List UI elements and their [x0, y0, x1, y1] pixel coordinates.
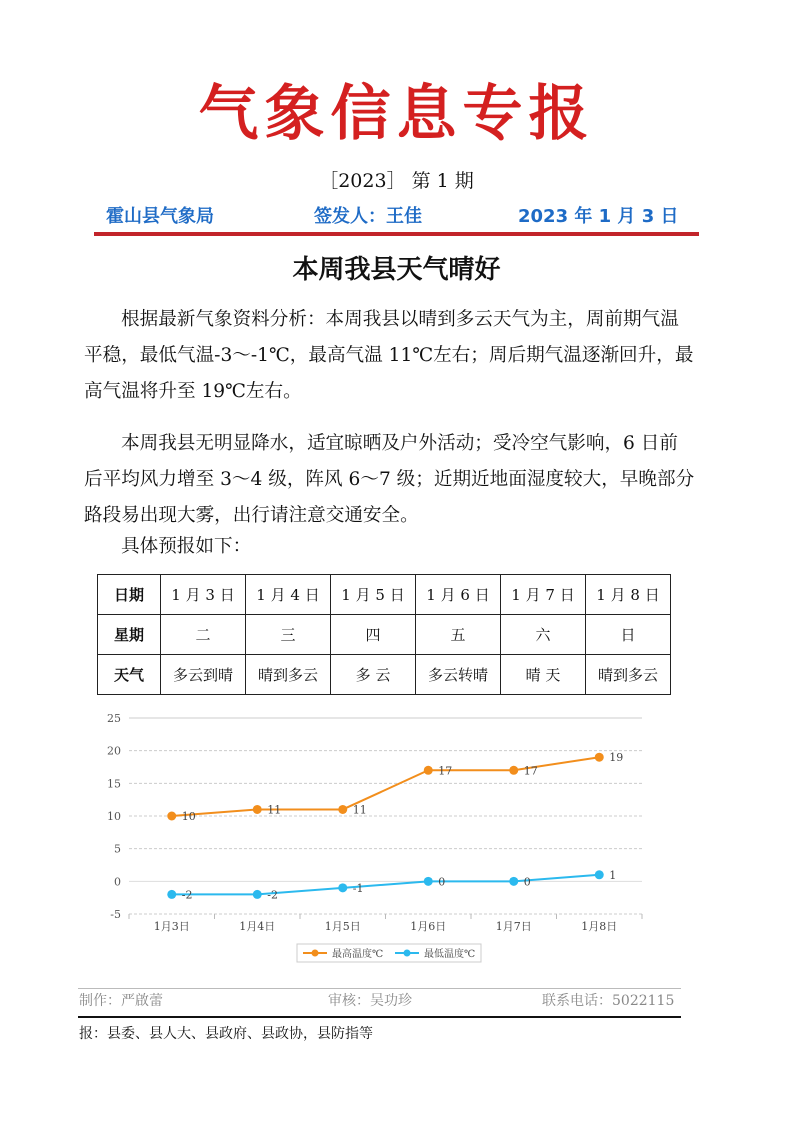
data-point [424, 766, 433, 775]
issuer: 霍山县气象局 [106, 206, 214, 227]
date-cell: 1 月 3 日 [161, 575, 246, 615]
y-tick-label: 25 [107, 712, 121, 725]
weather-cell: 晴 天 [501, 655, 586, 695]
data-label: 11 [352, 803, 367, 817]
temperature-line-chart [97, 708, 657, 968]
legend-label: 最低温度℃ [424, 949, 476, 960]
data-label: -2 [267, 888, 278, 902]
weather-cell: 晴到多云 [586, 655, 671, 695]
y-tick-label: 20 [107, 744, 121, 758]
table-row [98, 575, 671, 615]
data-label: 11 [267, 803, 282, 817]
legend-label: 最高温度℃ [332, 949, 384, 960]
reviewer-credit: 审核：吴功珍 [328, 993, 412, 1009]
data-point [595, 870, 604, 879]
issue-date: 2023 年 1 月 3 日 [518, 206, 679, 227]
weekday-cell: 二 [161, 615, 246, 655]
date-cell: 1 月 5 日 [331, 575, 416, 615]
weather-cell: 多 云 [331, 655, 416, 695]
paragraph: 具体预报如下： [121, 536, 252, 557]
data-point [167, 812, 176, 821]
date-cell: 1 月 8 日 [586, 575, 671, 615]
weekday-cell: 五 [416, 615, 501, 655]
y-tick-label: -5 [110, 908, 121, 921]
headline: 本周我县天气晴好 [292, 255, 501, 285]
weekday-cell: 日 [586, 615, 671, 655]
x-tick-label: 1月5日 [324, 920, 361, 933]
header-divider [94, 232, 699, 236]
data-point [338, 883, 347, 892]
footer-divider [78, 988, 681, 989]
x-tick-label: 1月6日 [410, 920, 447, 933]
weather-cell: 多云到晴 [161, 655, 246, 695]
data-point [253, 805, 262, 814]
signer: 签发人：王佳 [314, 206, 422, 227]
weather-cell: 多云转晴 [416, 655, 501, 695]
data-point [424, 877, 433, 886]
data-point [509, 766, 518, 775]
weekday-cell: 三 [246, 615, 331, 655]
data-point [595, 753, 604, 762]
date-cell: 1 月 7 日 [501, 575, 586, 615]
weather-cell: 晴到多云 [246, 655, 331, 695]
report-recipients: 报：县委、县人大、县政府、县政协，县防指等 [79, 1026, 373, 1042]
data-label: 1 [609, 868, 617, 882]
data-point [509, 877, 518, 886]
date-cell: 1 月 4 日 [246, 575, 331, 615]
x-tick-label: 1月8日 [581, 920, 618, 933]
issue-number: ［2023］ 第 1 期 [319, 170, 474, 192]
row-header: 天气 [98, 655, 161, 695]
data-point [253, 890, 262, 899]
maker-credit: 制作：严啟蕾 [79, 993, 163, 1009]
masthead-title: 气象信息专报 [198, 79, 595, 149]
series-line [172, 875, 600, 895]
data-label: -1 [352, 881, 364, 895]
x-tick-label: 1月3日 [153, 920, 190, 933]
paragraph: 本周我县无明显降水，适宜晾晒及户外活动；受冷空气影响，6 日前后平均风力增至 3～4 级，阵风 6～7 级；近期近地面湿度较大，早晚部分路段易出现大雾，出行请注意交通安全。 [84, 433, 695, 526]
data-point [167, 890, 176, 899]
weekday-cell: 四 [331, 615, 416, 655]
forecast-table [97, 574, 671, 695]
x-tick-label: 1月7日 [495, 920, 532, 933]
data-point [338, 805, 347, 814]
weekday-cell: 六 [501, 615, 586, 655]
y-tick-label: 0 [114, 875, 121, 889]
table-row [98, 655, 671, 695]
data-label: 17 [523, 764, 538, 778]
footer-divider-bold [78, 1016, 681, 1018]
data-label: 19 [609, 751, 624, 765]
data-label: 0 [438, 875, 446, 889]
y-tick-label: 15 [107, 777, 121, 791]
row-header: 日期 [98, 575, 161, 615]
contact-phone: 联系电话：5022115 [542, 993, 675, 1009]
legend-swatch-marker [404, 950, 411, 957]
data-label: 17 [438, 764, 453, 778]
data-label: 10 [181, 810, 196, 823]
x-tick-label: 1月4日 [239, 920, 276, 933]
table-row [98, 615, 671, 655]
legend-swatch-marker [312, 950, 319, 957]
paragraph: 根据最新气象资料分析：本周我县以晴到多云天气为主，周前期气温平稳，最低气温-3～-1℃，最高气温 11℃左右；周后期气温逐渐回升，最高气温将升至 19℃左右。 [84, 309, 694, 402]
data-label: 0 [523, 875, 531, 889]
date-cell: 1 月 6 日 [416, 575, 501, 615]
y-tick-label: 10 [107, 810, 121, 823]
y-tick-label: 5 [114, 842, 121, 856]
data-label: -2 [181, 888, 193, 902]
row-header: 星期 [98, 615, 161, 655]
